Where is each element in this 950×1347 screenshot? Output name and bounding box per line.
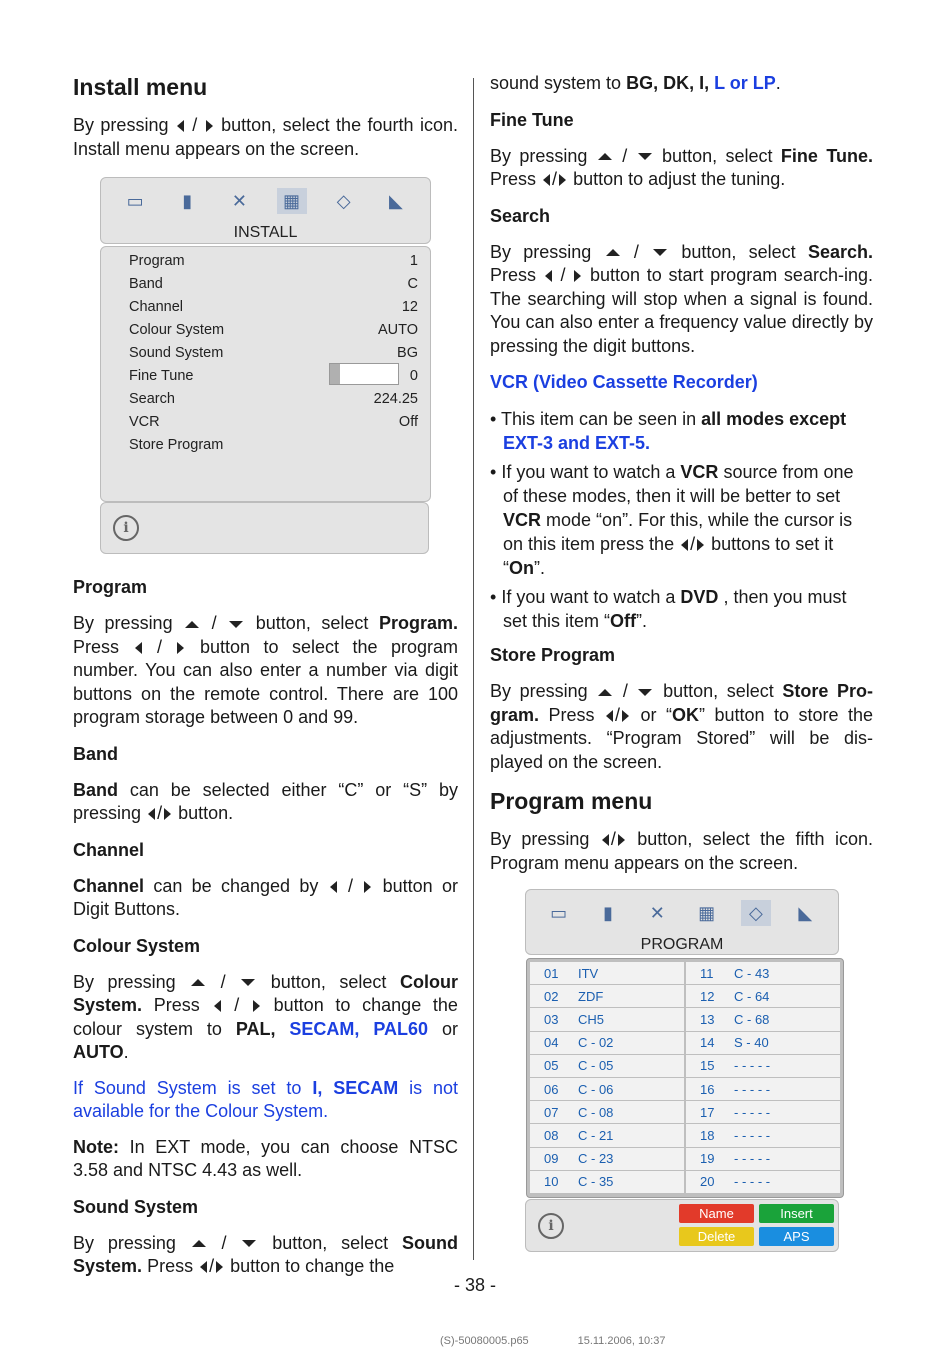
program-cell[interactable] <box>686 985 840 1007</box>
vcr-heading: VCR (Video Cassette Recorder) <box>490 372 758 392</box>
program-number: 18 <box>700 1127 715 1143</box>
menu-row-sound-system[interactable]: Sound System BG <box>129 344 418 361</box>
up-arrow-icon <box>598 689 612 696</box>
satellite-icon: ◣ <box>798 902 813 923</box>
fine-tune-text: By pressing / button, select Fine Tune. Press / button to adjust the tuning. <box>490 145 873 189</box>
menu-row-program[interactable]: Program 1 <box>129 252 418 269</box>
menu-row-colour-system[interactable]: Colour System AUTO <box>129 321 418 338</box>
list-item: • If you want to watch a VCR source from one of these modes, then it will be better to set VCR mode “on”. For this, while the cursor is on this item press the / buttons to set it “On”. <box>490 462 854 578</box>
table-row <box>530 1032 840 1054</box>
program-name: C - 06 <box>578 1081 614 1097</box>
info-icon: i <box>113 515 139 541</box>
program-name: - - - - - <box>734 1127 771 1143</box>
up-arrow-icon <box>192 1240 206 1247</box>
sound-system-text: By pressing / button, select Sound System. Press / button to change the <box>73 1232 458 1276</box>
colour-system-note: Note: In EXT mode, you can choose NTSC 3.58 and NTSC 4.43 as well. <box>73 1136 458 1180</box>
menu-row-fine-tune[interactable]: Fine Tune 0 <box>129 367 418 384</box>
program-cell[interactable] <box>530 1101 684 1123</box>
menu-row-vcr[interactable]: VCR Off <box>129 413 418 430</box>
program-menu-header <box>525 889 839 955</box>
aps-button[interactable]: APS <box>759 1227 834 1246</box>
fine-tune-heading: Fine Tune <box>490 109 574 130</box>
down-arrow-icon <box>241 979 255 986</box>
table-row <box>530 1055 840 1077</box>
program-name: C - 35 <box>578 1174 614 1190</box>
search-heading: Search <box>490 205 551 226</box>
feature-icon: ✕ <box>231 190 247 211</box>
program-name: - - - - - <box>734 1151 771 1167</box>
program-number: 01 <box>544 965 559 981</box>
menu-row-search[interactable]: Search 224.25 <box>129 390 418 407</box>
table-row <box>530 985 840 1007</box>
program-cell[interactable] <box>530 1032 684 1054</box>
program-number: 19 <box>700 1151 715 1167</box>
program-menu-intro: By pressing / button, select the fifth icon. Program menu appears on the screen. <box>490 829 873 873</box>
program-number: 20 <box>700 1174 715 1190</box>
list-item: • This item can be seen in all modes except EXT-3 and EXT-5. <box>490 409 847 453</box>
program-name: S - 40 <box>734 1035 769 1051</box>
program-cell[interactable] <box>686 1148 840 1170</box>
table-row <box>530 1171 840 1193</box>
program-cell[interactable] <box>686 1171 840 1193</box>
program-name: C - 64 <box>734 988 770 1004</box>
program-name: - - - - - <box>734 1081 771 1097</box>
install-intro: By pressing / button, select the fourth icon. Install menu appears on the screen. <box>73 115 458 159</box>
program-cell[interactable] <box>686 962 840 984</box>
band-heading: Band <box>73 743 118 764</box>
menu-iconbar <box>101 178 430 224</box>
program-number: 06 <box>544 1081 559 1097</box>
left-arrow-icon <box>602 834 609 846</box>
search-text: By pressing / button, select Search. Press / button to start program search-ing. The searching will stop when a signal is found. You can also enter a frequency value directly by pressing the digit buttons. <box>490 241 873 356</box>
program-cell[interactable] <box>530 1055 684 1077</box>
satellite-icon: ◣ <box>388 190 403 211</box>
sound-icon: ▮ <box>182 190 193 211</box>
left-column <box>73 72 458 173</box>
program-cell[interactable] <box>530 985 684 1007</box>
left-arrow-icon <box>606 710 613 722</box>
program-name: ZDF <box>578 988 604 1004</box>
program-number: 17 <box>700 1104 715 1120</box>
program-cell[interactable] <box>530 1008 684 1030</box>
channel-text: Channel can be changed by / button or Digit Buttons. <box>73 875 458 919</box>
program-number: 11 <box>700 965 714 981</box>
install-menu-title: INSTALL <box>233 224 298 241</box>
name-button[interactable]: Name <box>679 1204 754 1223</box>
print-info: (S)-50080005.p65 15.11.2006, 10:37 <box>440 1335 666 1347</box>
right-column <box>490 72 873 887</box>
up-arrow-icon <box>606 249 620 256</box>
right-arrow-icon <box>364 881 371 893</box>
program-name: C - 05 <box>578 1058 614 1074</box>
table-row <box>530 1008 840 1030</box>
program-name: C - 08 <box>578 1104 614 1120</box>
left-arrow-icon <box>543 174 550 186</box>
left-arrow-icon <box>200 1261 207 1273</box>
left-arrow-icon <box>177 120 184 132</box>
program-cell[interactable] <box>686 1008 840 1030</box>
left-arrow-icon <box>214 1000 221 1012</box>
right-arrow-icon <box>206 120 213 132</box>
colour-system-heading: Colour System <box>73 935 201 956</box>
store-program-heading: Store Program <box>490 645 616 665</box>
program-number: 07 <box>544 1104 559 1120</box>
list-item: • If you want to watch a DVD , then you must set this item “Off”. <box>490 587 847 631</box>
left-arrow-icon <box>681 539 688 551</box>
program-name: C - 02 <box>578 1035 614 1051</box>
program-number: 02 <box>544 988 559 1004</box>
picture-icon: ▭ <box>550 902 568 923</box>
program-cell[interactable] <box>530 1148 684 1170</box>
delete-button[interactable]: Delete <box>679 1227 754 1246</box>
install-menu-list <box>100 246 431 502</box>
band-text: Band can be selected either “C” or “S” by pressing / button. <box>73 779 458 823</box>
left-arrow-icon <box>135 642 142 654</box>
program-icon: ◇ <box>336 190 351 211</box>
table-row <box>530 1101 840 1123</box>
program-cell[interactable] <box>686 1055 840 1077</box>
sound-system-continued: sound system to BG, DK, I, L or LP. <box>490 73 781 93</box>
down-arrow-icon <box>229 621 243 628</box>
program-cell[interactable] <box>686 1101 840 1123</box>
colour-system-warning: If Sound System is set to I, SECAM is not available for the Colour System. <box>73 1077 458 1121</box>
table-row <box>530 1124 840 1146</box>
colour-system-text: By pressing / button, select Colour System. Press / button to change the colour system to PAL, SECAM, PAL60 or AUTO. <box>73 971 458 1062</box>
column-divider <box>473 78 474 1260</box>
right-arrow-icon <box>574 270 581 282</box>
program-menu-title: PROGRAM <box>640 936 724 953</box>
right-arrow-icon <box>559 174 566 186</box>
program-menu-footer <box>525 1199 839 1252</box>
program-number: 14 <box>700 1035 715 1051</box>
program-name: C - 21 <box>578 1127 614 1143</box>
program-cell[interactable] <box>686 1032 840 1054</box>
program-name: - - - - - <box>734 1058 771 1074</box>
right-arrow-icon <box>253 1000 260 1012</box>
program-number: 05 <box>544 1058 559 1074</box>
program-name: ITV <box>578 965 599 981</box>
install-icon: ▦ <box>698 902 716 923</box>
down-arrow-icon <box>242 1240 256 1247</box>
program-number: 10 <box>544 1174 559 1190</box>
menu-row-band[interactable]: Band C <box>129 275 418 292</box>
program-menu-heading: Program menu <box>490 788 653 814</box>
program-cell[interactable] <box>686 1078 840 1100</box>
right-arrow-icon <box>216 1261 223 1273</box>
program-number: 15 <box>700 1058 715 1074</box>
fine-tune-fill <box>330 364 340 384</box>
program-cell[interactable] <box>686 1124 840 1146</box>
table-row <box>530 962 840 984</box>
right-arrow-icon <box>618 834 625 846</box>
right-arrow-icon <box>697 539 704 551</box>
up-arrow-icon <box>598 153 612 160</box>
program-number: 16 <box>700 1081 715 1097</box>
program-name: C - 43 <box>734 965 770 981</box>
table-row <box>530 1078 840 1100</box>
install-menu-footer <box>100 502 429 554</box>
program-cell[interactable] <box>530 1171 684 1193</box>
program-cell[interactable] <box>530 1078 684 1100</box>
down-arrow-icon <box>638 153 652 160</box>
program-name: - - - - - <box>734 1104 771 1120</box>
install-menu-heading: Install menu <box>73 74 208 100</box>
program-number: 04 <box>544 1035 559 1051</box>
program-number: 08 <box>544 1127 559 1143</box>
right-arrow-icon <box>177 642 184 654</box>
vcr-bullets <box>490 407 873 633</box>
up-arrow-icon <box>185 621 199 628</box>
insert-button[interactable]: Insert <box>759 1204 834 1223</box>
left-column-lower <box>73 575 458 1291</box>
program-cell[interactable] <box>530 962 684 984</box>
program-icon: ◇ <box>741 900 771 926</box>
picture-icon: ▭ <box>126 190 144 211</box>
table-row <box>530 1148 840 1170</box>
program-heading: Program <box>73 577 148 597</box>
left-arrow-icon <box>148 808 155 820</box>
program-table <box>526 958 844 1198</box>
left-arrow-icon <box>545 270 552 282</box>
menu-row-channel[interactable]: Channel 12 <box>129 298 418 315</box>
right-arrow-icon <box>164 808 171 820</box>
up-arrow-icon <box>191 979 205 986</box>
page-number: - 38 - <box>453 1275 496 1295</box>
program-text: By pressing / button, select Program. Press / button to select the program number. You can also enter a number via digit buttons on the remote control. There are 100 program storage between 0 and 99. <box>73 613 458 727</box>
program-name: - - - - - <box>734 1174 771 1190</box>
menu-iconbar <box>526 890 838 936</box>
menu-row-store-program[interactable]: Store Program <box>129 436 224 453</box>
left-arrow-icon <box>330 881 337 893</box>
program-name: C - 23 <box>578 1151 614 1167</box>
down-arrow-icon <box>653 249 667 256</box>
channel-heading: Channel <box>73 839 145 860</box>
program-number: 09 <box>544 1151 559 1167</box>
fine-tune-bar[interactable] <box>329 363 399 385</box>
info-icon: i <box>538 1213 564 1239</box>
program-name: CH5 <box>578 1011 605 1027</box>
right-arrow-icon <box>622 710 629 722</box>
sound-system-heading: Sound System <box>73 1196 199 1217</box>
install-menu-header <box>100 177 431 244</box>
store-program-text: By pressing / button, select Store Pro-gram. Press / or “OK” button to store the adjustments. “Program Stored” will be dis-played on the screen. <box>490 681 873 772</box>
program-name: C - 68 <box>734 1011 770 1027</box>
down-arrow-icon <box>638 689 652 696</box>
feature-icon: ✕ <box>649 902 665 923</box>
program-number: 03 <box>544 1011 559 1027</box>
sound-icon: ▮ <box>603 902 613 923</box>
install-icon: ▦ <box>277 188 307 214</box>
program-number: 13 <box>700 1011 715 1027</box>
program-number: 12 <box>700 988 715 1004</box>
program-cell[interactable] <box>530 1124 684 1146</box>
